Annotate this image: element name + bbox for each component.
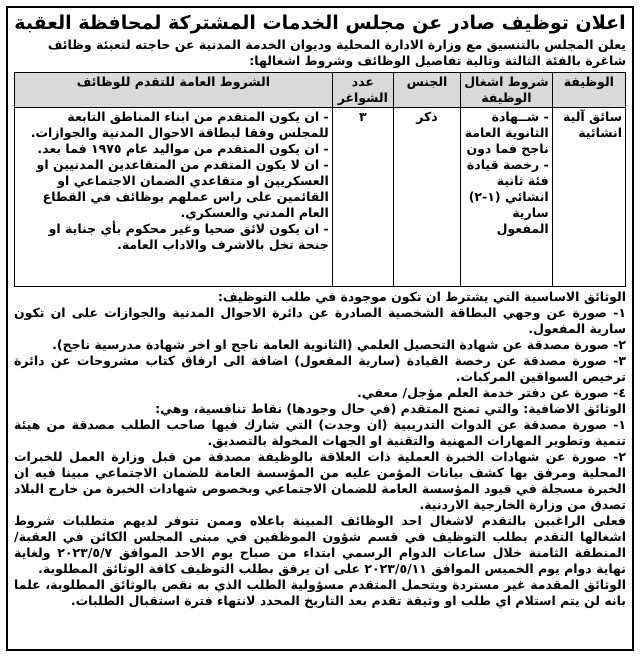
header-job: الوظيفة	[552, 73, 625, 108]
jobs-table	[14, 72, 626, 287]
table-row	[15, 108, 626, 287]
ad-title: اعلان توظيف صادر عن مجلس الخدمات المشتركة لمحافظة العقبة	[14, 12, 626, 34]
application-instructions: فعلى الراغبين بالتقدم لاشغال احد الوظائف المبينة باعلاه وممن تتوفر لديهم متطلبات شروط اشغالها التقدم بطلب التوظيف في قسم شؤون الموظفين في مبنى المجلس الكائن في العقبة/المنطقة الثامنة خلال ساعات الدوام الرسمي ابتداء من صباح يوم الاحد الموافق ٢٠٢٣/٥/٧ ولغاية نهاية دوام يوم الخميس الموافق ٢٠٢٣/٥/١١ على ان يرفق بطلب التوظيف كافة الوثائق المطلوبة.	[14, 513, 626, 576]
document-item: ١- صورة عن وجهي البطاقة الشخصية الصادرة عن دائرة الاحوال المدنية والجوازات على ان تكون سارية المفعول.	[14, 305, 626, 336]
condition-item: - ان يكون المتقدم من ابناء المناطق التابعة للمجلس وفقا لبطاقة الاحوال المدنية والجوازات.	[30, 109, 329, 140]
job-advertisement	[6, 6, 634, 651]
cell-gender: ذكر	[393, 108, 460, 287]
header-vacancies: عدد الشواغر	[332, 73, 393, 108]
document-item: ٢- صورة عن شهادات الخبرة العملية ذات العلاقة بالوظيفة مصدقة من قبل وزارة العمل للخبرات المحلية ومرفق بها كشف بيانات المؤمن عليه من المؤسسة العامة للضمان الاجتماعي مبينا فيه ان الخبرة مسجلة في قيود المؤسسة العامة للضمان الاجتماعي وبخصوص شهادات الخبرة من خارج البلاد تصدق من وزارة الخارجية الاردنية.	[14, 449, 626, 512]
document-item: ٢- صورة مصدقة عن شهادة التحصيل العلمي (الثانوية العامة ناجح او اخر شهادة مدرسية ناجح).	[52, 337, 626, 352]
closing-note: الوثائق المقدمة غير مستردة ويتحمل المتقدم مسؤولية الطلب الذي به نقص بالوثائق المطلوبة، علما بانه لن يتم استلام اي طلب او وثيقة تقدم بعد التاريخ المحدد لانتهاء فترة استقبال الطلبات.	[14, 577, 626, 608]
cell-occupancy: - شــهادة الثانوية العامة ناجح فما دون - رخصة قيادة فئة ثانية انشائي (١-٢) سارية المفعول	[461, 108, 553, 287]
header-gender: الجنس	[393, 73, 460, 108]
cell-general-conditions	[15, 108, 333, 287]
cell-vacancies: ٣	[332, 108, 393, 287]
table-header-row	[15, 73, 626, 108]
additional-documents-heading: الوثائق الاضافية: والتي تمنح المتقدم (في حال وجودها) نقاط تنافسية، وهي:	[155, 401, 626, 416]
document-item: ٣- صورة مصدقة عن رخصة القيادة (سارية المفعول) اضافة الى ارفاق كتاب مشروحات عن دائرة ترخيص السواقين المركبات.	[14, 353, 626, 384]
document-item: ٤- صورة عن دفتر خدمة العلم مؤجل/ معفي.	[356, 385, 626, 400]
condition-item: - ان لا يكون المتقدم من المتقاعدين المدنيين او العسكريين او متقاعدي الضمان الاجتماعي او القائمين على راس عملهم بوظائف في القطاع العام المدني والعسكري.	[36, 157, 329, 220]
basic-documents-heading: الوثائق الاساسية التي يشترط ان تكون موجودة في طلب التوظيف:	[217, 289, 626, 304]
ad-intro: يعلن المجلس بالتنسيق مع وزارة الادارة المحلية وديوان الخدمة المدنية عن حاجته لتعبئة وظائف شاغرة بالفئة الثالثة وتالية تفاصيل الوظائف وشروط اشغالها:	[47, 37, 626, 68]
condition-item: - ان يكون لائق صحيا وغير محكوم بأي جناية او جنحة تخل بالاشرف والاداب العامة.	[48, 221, 329, 252]
cell-job: سائق آلية انشائية	[552, 108, 625, 287]
header-general-conditions: الشروط العامة للتقدم للوظائف	[15, 73, 333, 108]
condition-item: - ان يكون المتقدم من مواليد عام ١٩٧٥ فما بعد.	[37, 141, 329, 156]
header-occupancy: شروط اشغال الوظيفة	[461, 73, 553, 108]
document-item: ١- صورة مصدقة عن الدوات التدريبية (ان وجدت) التي شارك فيها صاحب الطلب مصدقة من هيئة تنمية وتطوير المهارات المهنية والتقنية او الجهات المخولة بالتصديق.	[14, 417, 626, 448]
ad-body	[14, 289, 626, 609]
